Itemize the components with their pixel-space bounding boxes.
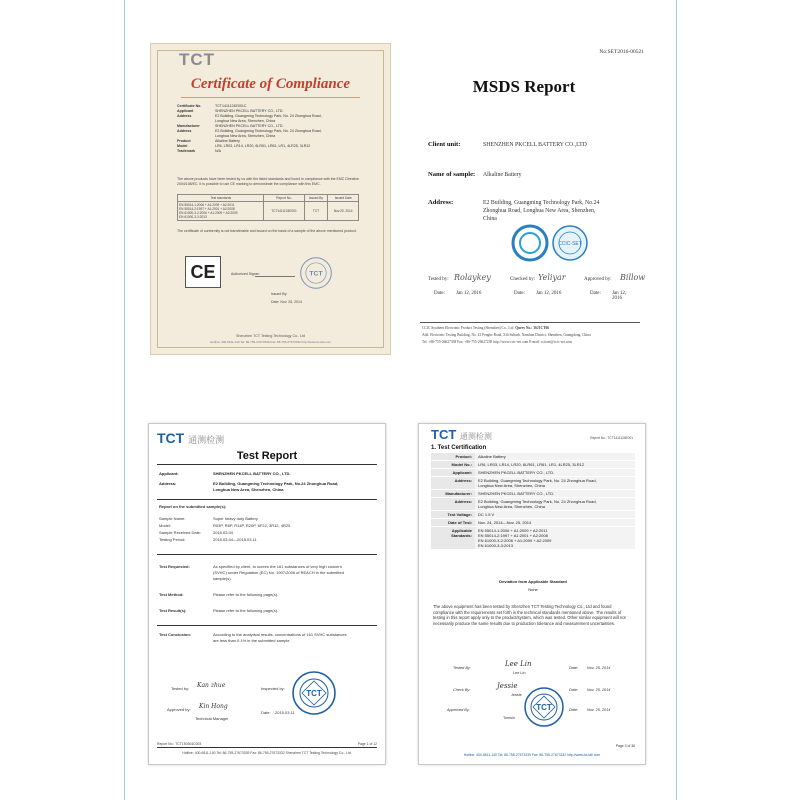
- grid-row: Applicable Standards: EN 55014-1:2006 + A1:2009 + A2:2011 EN 55014-2:1997 + A1:2001 + A2:2008 EN 61000-3-2:2006 + A1:2009 + A2:2009 EN 61000-3-3:2013: [431, 527, 635, 550]
- testing-period: 2015.03.04—2015.03.11: [213, 537, 257, 542]
- table-header: Issued Date: [328, 195, 359, 202]
- test-requested: As specified by client, to screen the 161 substances of very high concern (SVHC) under Regulation (EC) No. 1907/2006 of REACH in the submitted sample(s).: [213, 564, 344, 581]
- sample-name-value: Super heavy duty Battery: [213, 516, 258, 521]
- approval-date: 2015.03.11: [275, 710, 295, 715]
- tested-date: Nov. 25, 2014: [587, 666, 611, 670]
- test-certification: TCT 通测检测 Report No.: TCT1411124E001 1. Test Certification Product: Alkaline Battery Model No.: LR6, LR03, LR14, LR20, 6LR61, LR61, LR1, 4LR25, 3LR12 Applicant: SHENZHEN PKCELL BATTERY CO., LTD. Address: E2 Building, Guangming Technology Park, No. 24 Zhonghua Road, Longhua New Area, Shenzhen, China Manufacturer: SHENZHEN PKCELL BATTERY CO., LTD. Address: E2 Building, Guangming Technology Park, No. 24 Zhonghua Road, Longhua New Area, Shenzhen, China Test Voltage: DC 1.5 V Date of Test: Nov. 24, 2014—Nov. 25, 2014 Applicable Standards: EN 55014-1:2006 + A1:2009 + A2:2011 EN 55014-2:1997 + A1:2001 + A2:2008 EN 61000-3-2:2006 + A1:2009 + A2:2009 EN 61000-3-3:2013 Deviation from Applicable Standard None The above equipment has been tested by Shenzhen TCT Testing Technology Co., Ltd and found compliance with the requirements set forth in the technical standards mentioned above. The results of testing in this report apply only to the product/system, which was tested. Other similar equipment will not necessarily produce the same results due to production tolerance and measurement uncertainties. Tested By: Lee Lin Lee Lin Date: Nov. 25, 2014 Check By: Jessie Jessie Date: Nov. 25, 2014 TCT Approved By: Tomsin Date: Nov. 25, 2014 Page 3 of 36 Hotline: 400-6611-140 Tel: 86-755-27673339 Fax: 86-755-27673332 http://www.tct-lab.com: [418, 423, 646, 765]
- client-value: SHENZHEN PKCELL BATTERY CO.,LTD: [483, 142, 587, 148]
- section-title: 1. Test Certification: [431, 445, 487, 451]
- grid-row: Address: E2 Building, Guangming Technology Park, No. 24 Zhonghua Road, Longhua New Area, Shenzhen, China: [431, 498, 635, 511]
- certificate-footer: Shenzhen TCT Testing Technology Co., Ltd: [235, 334, 306, 338]
- test-report-title: Test Report: [236, 450, 298, 462]
- test-report-footer: Hotline: 400-6611-140 Tel: 86-755-27673339 Fax: 86-755-27673332 Shenzhen TCT Testing Technology Co., Ltd.: [182, 751, 352, 755]
- guide-line-right: [676, 0, 677, 800]
- field-row: Applicant SHENZHEN PKCELL BATTERY CO., LTD.: [177, 109, 284, 113]
- approved-signature: Billow: [620, 273, 646, 282]
- table-header: Issued By: [304, 195, 328, 202]
- ccic-set-logo-icon: [508, 219, 592, 267]
- section-rule: [157, 625, 377, 626]
- samples-intro: Report on the submitted sample(s):: [159, 504, 227, 509]
- query-code: Query No.: 36J1CT66: [515, 326, 550, 330]
- field-row: Trademark N/A: [177, 149, 221, 153]
- field-row: Address E2 Building, Guangming Technology Park, No. 24 Zhonghua Road, Longhua New Area, Shenzhen, China: [177, 129, 322, 138]
- svg-text:TCT: TCT: [306, 689, 322, 698]
- certificate-contact: Hotline: 400-6611-140 Tel: 86-755-27673339 Fax: 86-755-27673332 http://www.tct-lab.com: [210, 340, 331, 344]
- grid-row: Test Voltage: DC 1.5 V: [431, 511, 635, 519]
- tested-signature: Lee Lin: [505, 660, 532, 668]
- transfer-paragraph: The certificate of conformity is not transferable and issued on the basis of a sample of the above mentioned product.: [177, 229, 357, 233]
- test-report: TCT 通测检测 Test Report Applicant: SHENZHEN PKCELL BATTERY CO., LTD. Address: E2 Building, Guangming Technology Park, No.24 Zhonghua Road, Longhua New Area, Shenzhen, China Report on the submitted sample(s): Sample Name: Super heavy duty Battery Model: R03P, R6P, R14P, R20P, 6F22, 3R12, 4R25 Sample Received Date: 2015.03.04 Testing Period: 2015.03.04—2015.03.11 Test Requested: As specified by client, to screen the 161 substances of very high concern (SVHC) under Regulation (EC) No. 1907/2006 of REACH in the submitted sample(s). Test Method: Please refer to the following page(s). Test Result(s): Please refer to the following page(s). Test Conclusion: According to the analytical results, concentrations of 161 SVHC substances are less than 0.1% in the submitted sample. Tested by: Kan zhue Inspected by: TCT Approved by: Kin Hong Technical Manager Date: 2015.03.11 Report No.: TCT150304C003 Page 1 of 12 Hotline: 400-6611-140 Tel: 86-755-27673339 Fax: 86-755-27673332 Shenzhen TCT Testing Technology Co., Ltd.: [148, 423, 386, 765]
- guide-line-left: [124, 0, 125, 800]
- certificate-fields: [177, 104, 367, 154]
- svg-text:CCIC-SET: CCIC-SET: [558, 241, 582, 247]
- msds-report: No:SET2016-00521 MSDS Report Client unit: SHENZHEN PKCELL BATTERY CO.,LTD Name of sample: Alkaline Battery Address: E2 Building, Guangming Technology Park, No.24 Zhonghua Road, Longhua New Area, Shenzhen, China CCIC-SET Tested by: Rolaykey Checked by: Yeliyar Approved by: Billow Date: Jan 12, 2016 Date: Jan 12, 2016 Date: Jan 12, 2016 CCIC Southern Electronic Product Testing (Shenzhen) Co., Ltd Query No.: 36J1CT66 Add: Electronic Testing Building, No. 43 Fenghe Road, Xili Suburb, Nanshan District, Shenzhen, Guangdong, China Tel: +86-755-26627338 Fax: +86-755-26627238 http://www.ccic-set.com E-mail: ccicset@ccic-set.com: [398, 43, 650, 355]
- approved-date: Nov. 25, 2014: [587, 708, 611, 712]
- footer-rule: [420, 322, 640, 323]
- grid-row: Applicant: SHENZHEN PKCELL BATTERY CO., LTD.: [431, 469, 635, 477]
- field-row: Certificate No. TCT1411124E001C: [177, 104, 247, 108]
- check-date: Nov. 25, 2014: [587, 688, 611, 692]
- msds-title: MSDS Report: [472, 77, 576, 96]
- checked-signature: Yeliyar: [538, 273, 566, 282]
- received-date: 2015.03.04: [213, 530, 234, 535]
- applicant-value: SHENZHEN PKCELL BATTERY CO., LTD.: [213, 471, 291, 476]
- client-label: Client unit:: [428, 141, 461, 148]
- table-cell: TCT1411124E001: [264, 202, 304, 221]
- field-row: Model LR6, LR03, LR14, LR20, 6LR61, LR61, LR1, 4LR25, 3LR12: [177, 144, 311, 148]
- msds-footer-company: CCIC Southern Electronic Product Testing (Shenzhen) Co., Ltd Query No.: 36J1CT66: [422, 326, 550, 330]
- compliance-paragraph: The above products have been tested by us with the listed standards and found in compliance with the EMC Directive 2004/108/EC. It is possible to use CE marking to demonstrate the compliance with this EMC.: [177, 177, 359, 186]
- field-row: Address E2 Building, Guangming Technology Park, No. 24 Zhonghua Road, Longhua New Area, Shenzhen, China: [177, 114, 322, 123]
- test-method: Please refer to the following page(s).: [213, 592, 279, 597]
- title-underline: [181, 97, 360, 98]
- tested-signature: Rolaykey: [454, 273, 491, 282]
- sample-label: Name of sample:: [428, 171, 476, 178]
- test-results: Please refer to the following page(s).: [213, 608, 279, 613]
- tct-logo: TCT: [179, 50, 216, 69]
- sample-value: Alkaline Battery: [483, 172, 522, 178]
- table-cell: EN 55014-1:2006 + A1:2009 + A2:2011 EN 55014-2:1997 + A1:2001 + A2:2008 EN 61000-3-2:2006 + A1:2009 + A2:2009 EN 61000-3-3:2013: [178, 202, 264, 221]
- address-label: Address:: [428, 199, 454, 206]
- section-rule: [157, 499, 377, 500]
- check-name: Jessie: [511, 693, 522, 697]
- ce-mark-icon: CE: [185, 256, 221, 288]
- field-row: Manufacturer SHENZHEN PKCELL BATTERY CO., LTD.: [177, 124, 284, 128]
- page-number: Page 3 of 36: [615, 744, 635, 748]
- address-value: E2 Building, Guangming Technology Park, No.24 Zhonghua Road, Longhua New Area, Shenzhen, China: [483, 200, 600, 222]
- tct-stamp-icon: [299, 256, 333, 290]
- standards-table: [177, 194, 359, 221]
- certificate-of-compliance: [150, 43, 391, 355]
- report-number: Report No.: TCT1411124E001: [590, 436, 633, 440]
- test-cert-footer: Hotline: 400-6611-140 Tel: 86-755-27673339 Fax: 86-755-27673332 http://www.tct-lab.com: [463, 753, 601, 757]
- tct-stamp-icon: [291, 670, 337, 716]
- table-header: Report No.: [264, 195, 304, 202]
- address-value: E2 Building, Guangming Technology Park, No.24 Zhonghua Road, Longhua New Area, Shenzhen, China: [213, 481, 339, 492]
- grid-row: Model No.: LR6, LR03, LR14, LR20, 6LR61, LR61, LR1, 4LR25, 3LR12: [431, 461, 635, 469]
- certificate-title: Certificate of Compliance: [190, 76, 351, 92]
- report-number: No:SET2016-00521: [599, 49, 644, 55]
- tct-logo: TCT 通测检测: [157, 430, 225, 446]
- deviation-value: None: [528, 587, 538, 592]
- approved-signature: Kin Hong: [199, 703, 228, 710]
- model-value: R03P, R6P, R14P, R20P, 6F22, 3R12, 4R25: [213, 523, 291, 528]
- signature-line: [255, 276, 295, 277]
- certificate-date: Date: Nov. 25, 2014: [271, 300, 302, 304]
- grid-row: Product: Alkaline Battery: [431, 453, 635, 461]
- tct-logo: TCT 通测检测: [431, 427, 492, 442]
- deviation-title: Deviation from Applicable Standard: [499, 579, 567, 584]
- field-row: Product Alkaline Battery: [177, 139, 240, 143]
- table-cell: Nov.25, 2014: [328, 202, 359, 221]
- svg-text:TCT: TCT: [309, 270, 323, 278]
- footer-rule: [157, 747, 377, 748]
- tested-name: Lee Lin: [513, 671, 526, 675]
- check-signature: Jessie: [497, 682, 518, 690]
- tct-stamp-icon: [523, 686, 565, 728]
- page-number: Page 1 of 12: [357, 742, 377, 746]
- title-rule: [157, 464, 377, 465]
- approved-name: Tomsin: [503, 716, 516, 720]
- issued-by-label: Issued By:: [271, 292, 288, 296]
- authorized-signer-label: Authorized Signer:: [231, 272, 260, 276]
- grid-row: Manufacturer: SHENZHEN PKCELL BATTERY CO., LTD.: [431, 490, 635, 498]
- msds-footer-address: Add: Electronic Testing Building, No. 43 Fenghe Road, Xili Suburb, Nanshan District, Shenzhen, Guangdong, China: [422, 333, 591, 337]
- test-conclusion: According to the analytical results, concentrations of 161 SVHC substances are less than 0.1% in the submitted sample.: [213, 632, 347, 643]
- certification-grid: [431, 453, 635, 550]
- tested-signature: Kan zhue: [197, 682, 226, 689]
- section-rule: [157, 554, 377, 555]
- grid-row: Date of Test: Nov. 24, 2014—Nov. 25, 2014: [431, 519, 635, 527]
- grid-row: Address: E2 Building, Guangming Technology Park, No. 24 Zhonghua Road, Longhua New Area, Shenzhen, China: [431, 477, 635, 490]
- compliance-paragraph: The above equipment has been tested by Shenzhen TCT Testing Technology Co., Ltd and found compliance with the requirements set forth in the technical standards mentioned above. The results of testing in this report apply only to the product/system, which was tested. Other similar equipment will not necessarily produce the same results due to production tolerance and measurement uncertainties.: [433, 604, 626, 626]
- table-header: Test standards: [178, 195, 264, 202]
- technical-manager: Technical Manager: [195, 716, 229, 721]
- table-cell: TCT: [304, 202, 328, 221]
- svg-text:TCT: TCT: [536, 703, 552, 712]
- msds-footer-contact: Tel: +86-755-26627338 Fax: +86-755-26627238 http://www.ccic-set.com E-mail: ccicset@ccic-set.com: [422, 340, 572, 344]
- report-number: Report No.: TCT150304C003: [157, 742, 202, 746]
